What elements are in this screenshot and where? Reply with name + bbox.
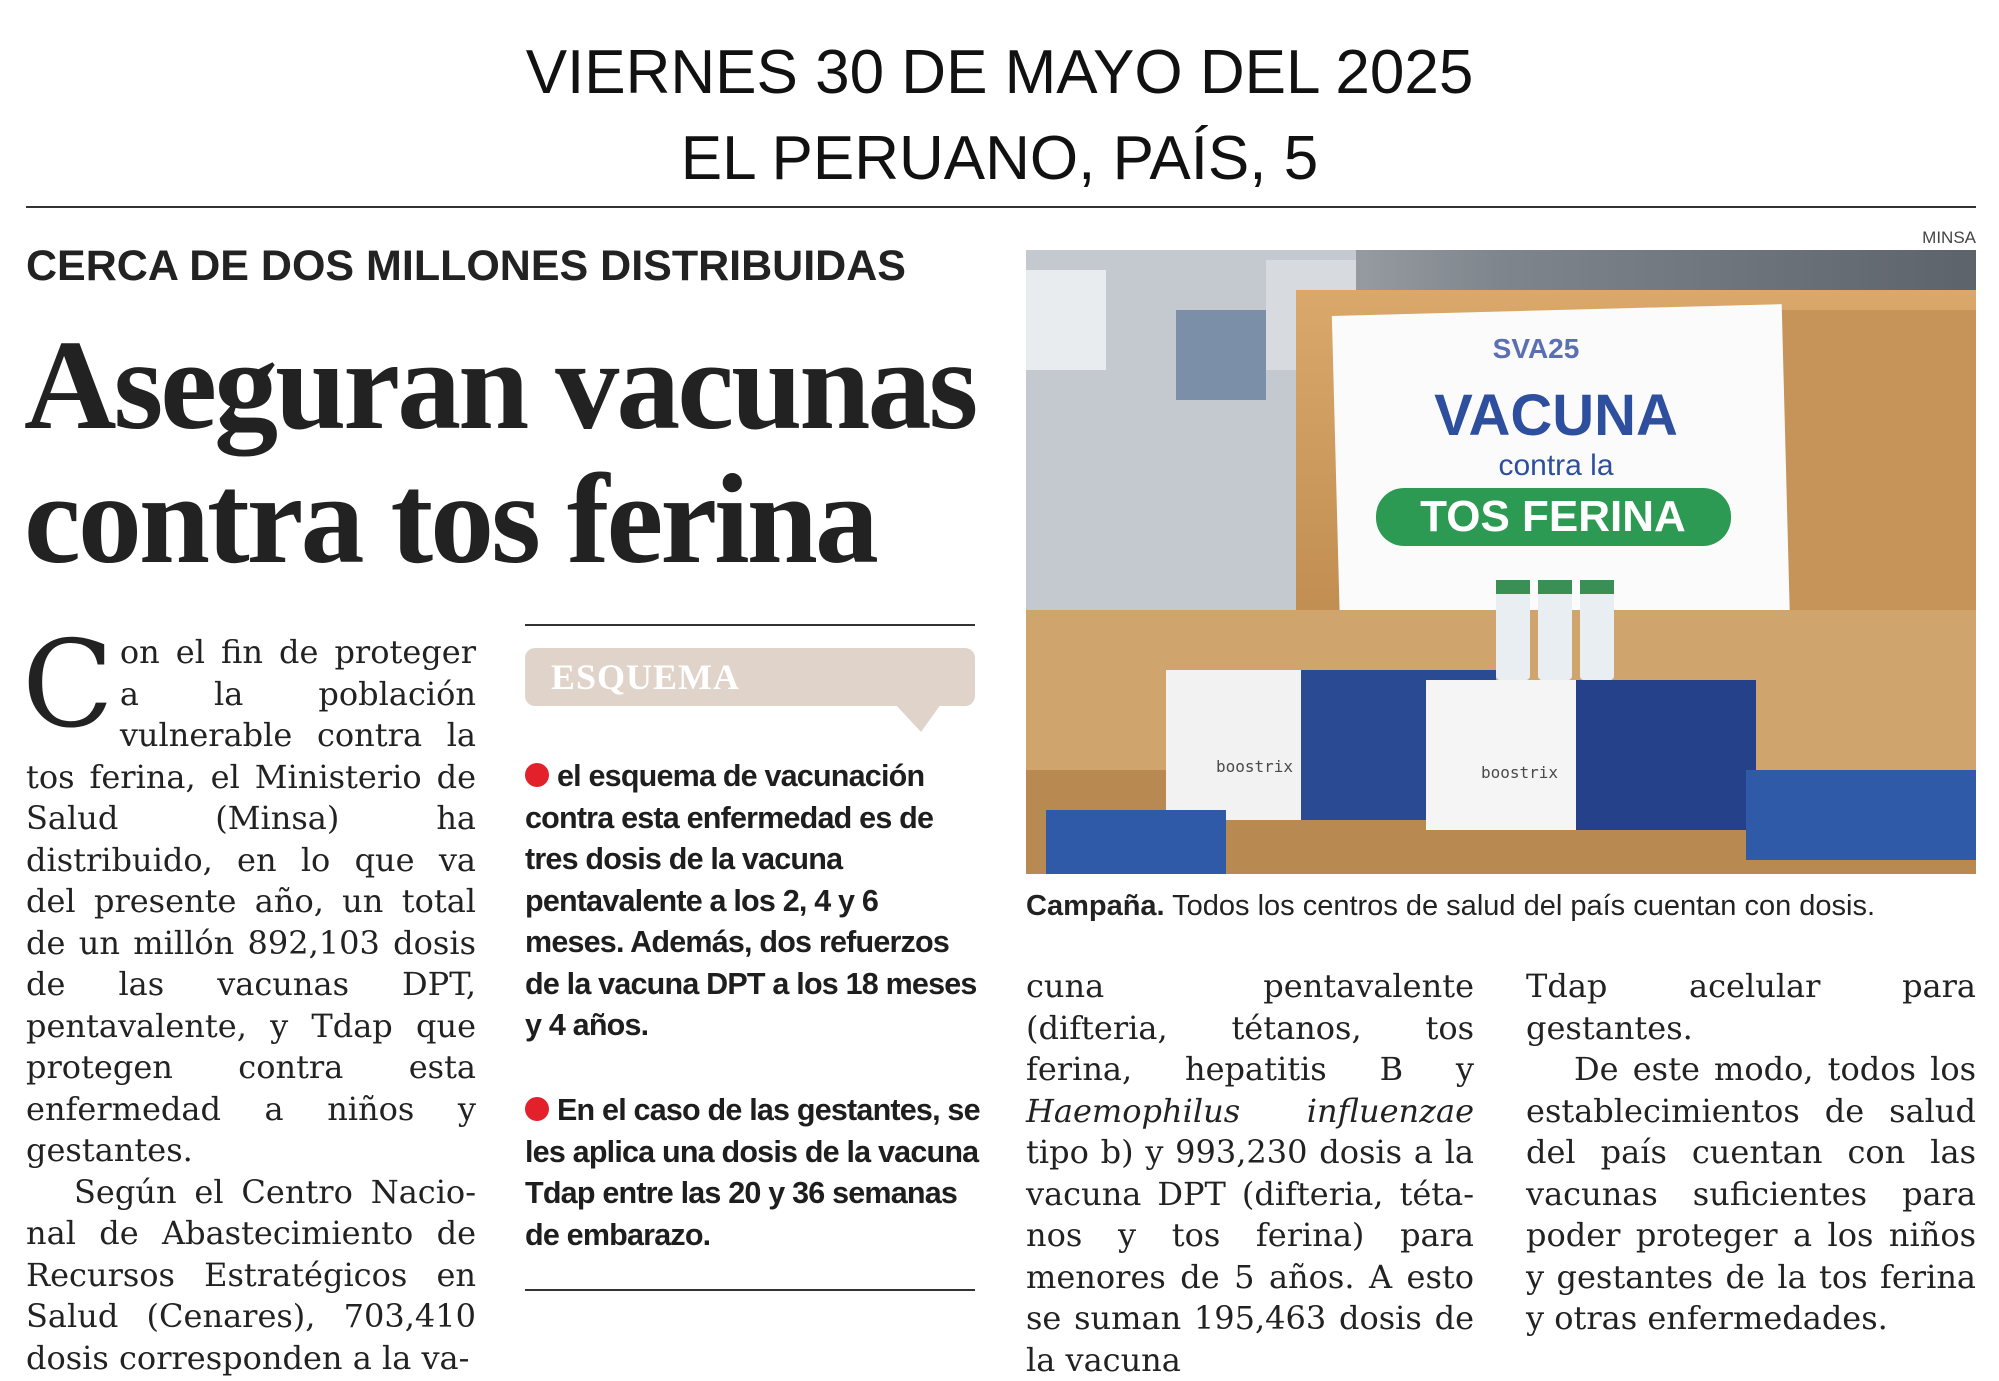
sidebar-bullet-2 bbox=[525, 1090, 980, 1256]
body-paragraph-1 bbox=[22, 616, 476, 1172]
species-name: Haemophilus influenzae bbox=[1026, 1091, 1474, 1130]
body-paragraph-3-text-a: cuna pentavalente (difteria, tétanos, tos ferina, hepatitis B y bbox=[1026, 967, 1474, 1088]
red-bullet-icon bbox=[525, 763, 549, 787]
body-paragraph-3 bbox=[1026, 966, 1474, 1381]
headline-line-2: contra tos ferina bbox=[24, 448, 876, 590]
drop-cap: C bbox=[22, 616, 114, 755]
sign-word-3: TOS FERINA bbox=[1420, 492, 1686, 541]
esquema-label: ESQUEMA bbox=[551, 657, 741, 697]
headline-line-1: Aseguran vacunas bbox=[24, 314, 976, 456]
sign-code: SVA25 bbox=[1492, 333, 1580, 364]
body-paragraph-1-text: on el fin de proteger a la población vulnerable contra la tos ferina, el Ministerio de Salud (Minsa) ha distribuido, en lo que va del presente año, un total de un millón 892,103 dosis de las vacunas DPT, pentavalente, y Tdap que protegen contra esta enfermedad a niños y gestantes. bbox=[26, 633, 476, 1169]
body-column-3 bbox=[1026, 966, 1474, 1381]
sidebar-bullet-1 bbox=[525, 756, 980, 1047]
photo-caption bbox=[1026, 890, 1986, 923]
sidebar-bullet-1-text: el esquema de vacunación contra esta enfermedad es de tres dosis de la vacuna pentavalente a los 2, 4 y 6 meses. Además, dos refuerzos de la vacuna DPT a los 18 meses y 4 años. bbox=[525, 759, 977, 1042]
masthead bbox=[0, 30, 1999, 202]
red-bullet-icon bbox=[525, 1097, 549, 1121]
body-paragraph-4: Tdap acelular para gestantes. bbox=[1526, 967, 1976, 1047]
body-column-4 bbox=[1526, 966, 1976, 1340]
edition-date: VIERNES 30 DE MAYO DEL 2025 bbox=[525, 38, 1474, 107]
photo-credit: MINSA bbox=[1922, 228, 1976, 247]
esquema-tag bbox=[525, 648, 975, 706]
body-paragraph-2: Según el Centro Nacional de Abastecimiento de Recursos Estratégicos en Salud (Cenares), 703,410 dosis corresponden a la va- bbox=[26, 1172, 476, 1377]
product-label-1: boostrix bbox=[1216, 757, 1294, 776]
body-paragraph-3-text-b: tipo b) y 993,230 dosis a la vacuna DPT (difteria, tétanos y tos ferina) para menores de 5 años. A esto se suman 195,463 dosis de la vacuna bbox=[1026, 1133, 1474, 1379]
caption-lead: Campaña. bbox=[1026, 890, 1165, 922]
caption-text: Todos los centros de salud del país cuentan con dosis. bbox=[1164, 890, 1876, 922]
body-paragraph-5: De este modo, todos los establecimientos de salud del país cuentan con las vacunas suficientes para poder proteger a los niños y gestantes de la tos ferina y otras enfermedades. bbox=[1526, 1050, 1976, 1337]
masthead-divider bbox=[26, 206, 1976, 208]
sidebar-bullet-2-text: En el caso de las gestantes, se les aplica una dosis de la vacuna Tdap entre las 20 y 36 semanas de embarazo. bbox=[525, 1093, 980, 1252]
sidebar-bottom-rule bbox=[525, 1289, 975, 1291]
sign-word-2: contra la bbox=[1498, 449, 1614, 482]
sign-word-1: VACUNA bbox=[1434, 383, 1678, 448]
article-kicker: CERCA DE DOS MILLONES DISTRIBUIDAS bbox=[26, 242, 906, 290]
sidebar-top-rule bbox=[525, 624, 975, 626]
article-photo bbox=[1026, 250, 1976, 874]
product-label-2: boostrix bbox=[1481, 763, 1559, 782]
body-column-1 bbox=[22, 616, 476, 1379]
vaccine-boxes-photo bbox=[1026, 250, 1976, 874]
article-headline bbox=[24, 314, 1024, 590]
edition-section: EL PERUANO, PAÍS, 5 bbox=[680, 124, 1319, 193]
